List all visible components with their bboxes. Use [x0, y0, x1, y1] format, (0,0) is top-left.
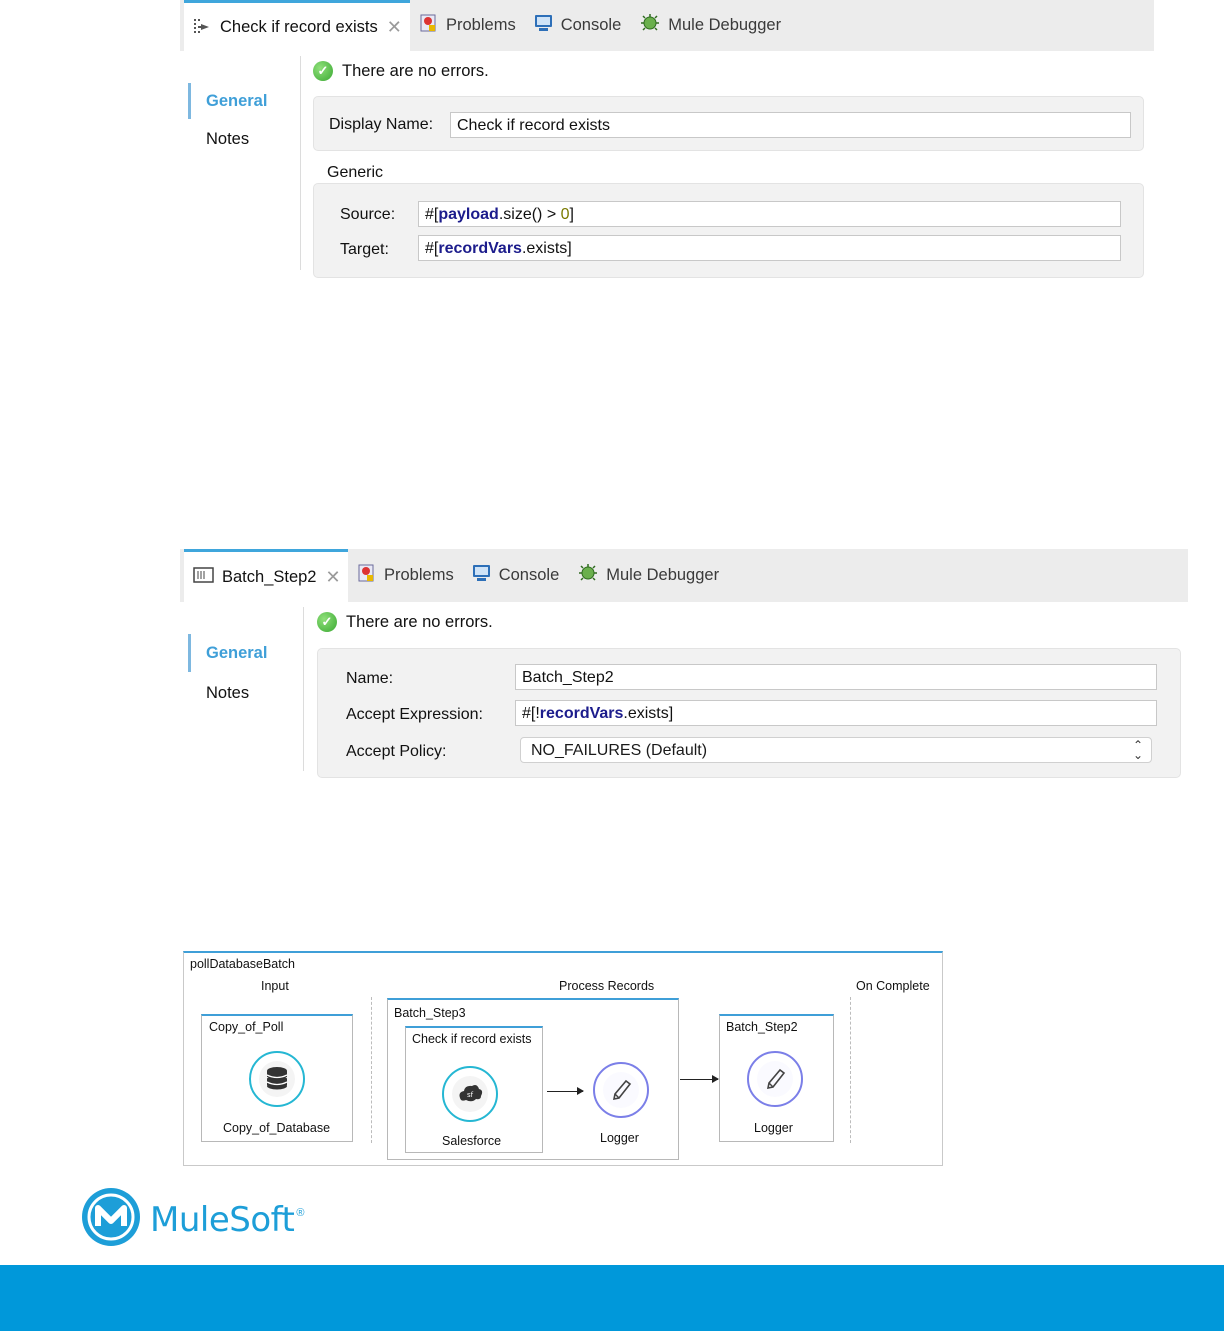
scope-title: Copy_of_Poll	[209, 1020, 284, 1034]
phase-on-complete: On Complete	[856, 979, 930, 993]
source-field[interactable]	[418, 201, 1121, 227]
chevron-updown-icon: ⌃ ⌄	[1132, 738, 1143, 762]
expr-prefix: #[	[425, 240, 439, 257]
accept-policy-select[interactable]	[520, 737, 1152, 763]
tab-bar	[180, 549, 1188, 602]
mulesoft-logo	[80, 1186, 304, 1253]
status-text: There are no errors.	[346, 612, 493, 631]
accept-expression-field[interactable]	[515, 700, 1157, 726]
section-title-generic: Generic	[327, 164, 384, 181]
logger-pencil-icon[interactable]	[747, 1051, 803, 1107]
tab-console[interactable]	[525, 0, 631, 51]
close-icon[interactable]: ✕	[386, 16, 402, 37]
tab-mule-debugger[interactable]	[630, 0, 790, 51]
problems-icon	[357, 563, 377, 588]
name-label: Name:	[346, 670, 394, 687]
tab-bar	[180, 0, 1154, 51]
footer-bar	[0, 1265, 1224, 1331]
choice-scope-box[interactable]	[405, 1026, 543, 1153]
node-label: Salesforce	[442, 1134, 502, 1148]
display-name-field[interactable]: Check if record exists	[450, 112, 1131, 138]
tab-mule-debugger[interactable]	[568, 549, 728, 602]
svg-text:sf: sf	[466, 1091, 474, 1099]
tab-label: Check if record exists	[220, 17, 378, 36]
display-name-group	[313, 96, 1144, 151]
expr-suffix: ]	[569, 206, 574, 223]
logger-pencil-icon[interactable]	[593, 1062, 649, 1118]
expr-prefix: #[!	[522, 705, 540, 722]
debugger-bug-icon	[639, 13, 661, 38]
properties-panel-batch-step	[180, 549, 1188, 771]
validation-status	[317, 612, 493, 632]
expr-keyword: recordVars	[438, 240, 522, 257]
node-label: Copy_of_Database	[223, 1121, 331, 1135]
mulesoft-m-icon	[80, 1186, 142, 1253]
name-field[interactable]: Batch_Step2	[515, 664, 1157, 690]
status-text: There are no errors.	[342, 61, 489, 80]
registered-mark: ®	[296, 1206, 305, 1219]
tab-label: Problems	[446, 16, 516, 34]
console-icon	[472, 564, 492, 587]
batch-step-icon	[193, 566, 215, 589]
check-circle-icon: ✓	[313, 61, 333, 81]
divider	[300, 56, 301, 270]
nav-general[interactable]: General	[188, 83, 267, 119]
tab-label: Console	[498, 566, 560, 584]
nav-notes[interactable]: Notes	[206, 130, 250, 148]
properties-panel-choice	[180, 0, 1154, 270]
console-icon	[534, 14, 554, 37]
input-scope-box[interactable]	[201, 1014, 353, 1142]
batch-step-settings-group	[317, 648, 1181, 778]
expr-keyword: recordVars	[539, 705, 624, 722]
check-circle-icon: ✓	[317, 612, 337, 632]
flow-choice-icon	[193, 18, 213, 36]
flow-arrow	[547, 1091, 583, 1092]
phase-divider	[371, 997, 372, 1143]
flow-diagram	[183, 951, 943, 1166]
target-field[interactable]	[418, 235, 1121, 261]
problems-icon	[419, 13, 439, 38]
tab-label: Batch_Step2	[222, 567, 317, 586]
flow-arrow	[680, 1079, 718, 1080]
tab-problems[interactable]	[348, 549, 463, 602]
nav-general[interactable]: General	[188, 634, 267, 672]
accept-policy-value: NO_FAILURES (Default)	[531, 742, 708, 759]
debugger-bug-icon	[577, 563, 599, 588]
expr-suffix: .exists]	[623, 705, 674, 722]
nav-notes[interactable]: Notes	[206, 684, 250, 702]
phase-process-records: Process Records	[559, 979, 655, 993]
tab-label: Problems	[384, 566, 454, 584]
scope-title: Batch_Step3	[394, 1006, 466, 1020]
generic-group	[313, 183, 1144, 278]
tab-label: Mule Debugger	[668, 16, 782, 34]
expr-prefix: #[	[425, 206, 439, 223]
node-label: Logger	[754, 1121, 793, 1135]
batch-step3-box[interactable]	[387, 998, 679, 1160]
display-name-label: Display Name:	[329, 116, 434, 133]
salesforce-cloud-icon[interactable]	[442, 1066, 498, 1122]
expr-mid: .size() >	[498, 206, 561, 223]
tab-batch-step2[interactable]	[184, 549, 348, 602]
side-nav	[180, 602, 300, 771]
flow-title: pollDatabaseBatch	[190, 957, 295, 971]
brand-name: MuleSoft	[150, 1199, 295, 1240]
tab-check-if-record-exists[interactable]	[184, 0, 410, 51]
phase-divider	[850, 997, 851, 1143]
database-icon[interactable]	[249, 1051, 305, 1107]
tab-console[interactable]	[463, 549, 569, 602]
scope-title: Batch_Step2	[726, 1020, 798, 1034]
expr-number: 0	[560, 206, 570, 223]
validation-status	[313, 61, 489, 81]
expr-keyword: payload	[438, 206, 499, 223]
expr-suffix: .exists]	[521, 240, 572, 257]
tab-label: Mule Debugger	[606, 566, 720, 584]
close-icon[interactable]: ✕	[325, 566, 341, 587]
divider	[303, 607, 304, 771]
side-nav	[180, 51, 300, 270]
scope-title: Check if record exists	[412, 1032, 532, 1046]
source-label: Source:	[340, 206, 396, 223]
tab-label: Console	[560, 16, 622, 34]
tab-problems[interactable]	[410, 0, 525, 51]
batch-step2-box[interactable]	[719, 1014, 834, 1142]
phase-input: Input	[261, 979, 289, 993]
node-label: Logger	[600, 1131, 639, 1145]
target-label: Target:	[340, 241, 389, 258]
accept-policy-label: Accept Policy:	[346, 743, 447, 760]
accept-expression-label: Accept Expression:	[346, 706, 483, 723]
